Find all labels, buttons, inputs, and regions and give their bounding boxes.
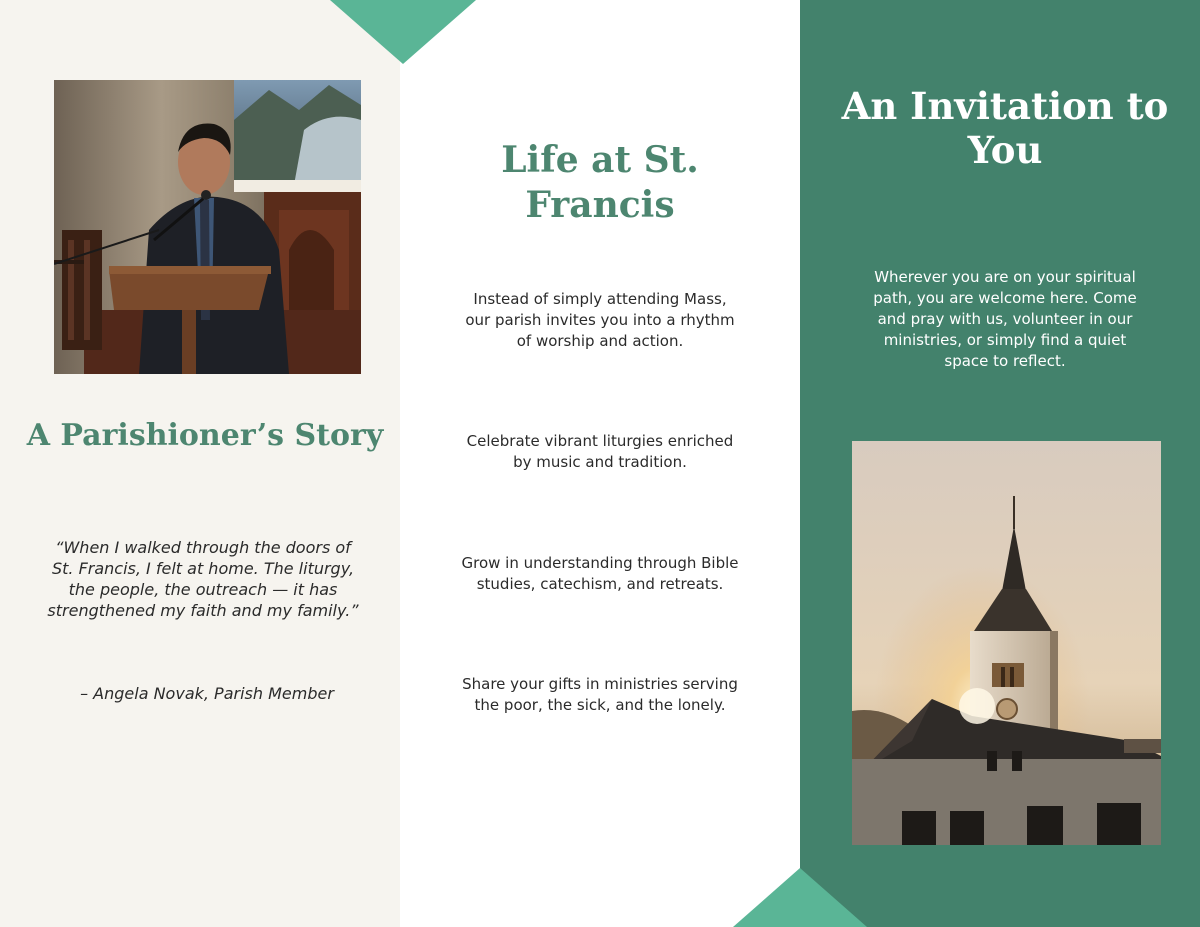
paragraph-worship: Instead of simply attending Mass, our parish invites you into a rhythm of worship and action.: [465, 290, 735, 350]
paragraph-ministries: Share your gifts in ministries serving the poor, the sick, and the lonely.: [462, 675, 738, 714]
speaker-at-podium-photo: [54, 80, 361, 374]
bottom-triangle-decoration: [733, 868, 867, 927]
top-triangle-decoration: [330, 0, 476, 64]
invitation-text: Wherever you are on your spiritual path, you are welcome here. Come and pray with us, volunteer in our ministries, or simply find a quiet space to reflect.: [873, 268, 1137, 370]
right-panel: [800, 0, 1200, 927]
testimonial-attribution: – Angela Novak, Parish Member: [80, 684, 334, 703]
testimonial-quote: “When I walked through the doors of St. Francis, I felt at home. The liturgy, the people, the outreach — it has strengthened my faith and my family.”: [47, 538, 359, 620]
story-heading: A Parishioner’s Story: [26, 418, 384, 453]
paragraph-liturgies: Celebrate vibrant liturgies enriched by music and tradition.: [466, 432, 734, 471]
church-steeple-sunset-photo: [852, 441, 1161, 845]
life-heading: Life at St. Francis: [501, 139, 699, 226]
middle-panel: [400, 0, 800, 927]
left-panel: [0, 0, 400, 927]
paragraph-understanding: Grow in understanding through Bible studies, catechism, and retreats.: [461, 554, 739, 593]
invitation-heading: An Invitation to You: [841, 84, 1169, 172]
